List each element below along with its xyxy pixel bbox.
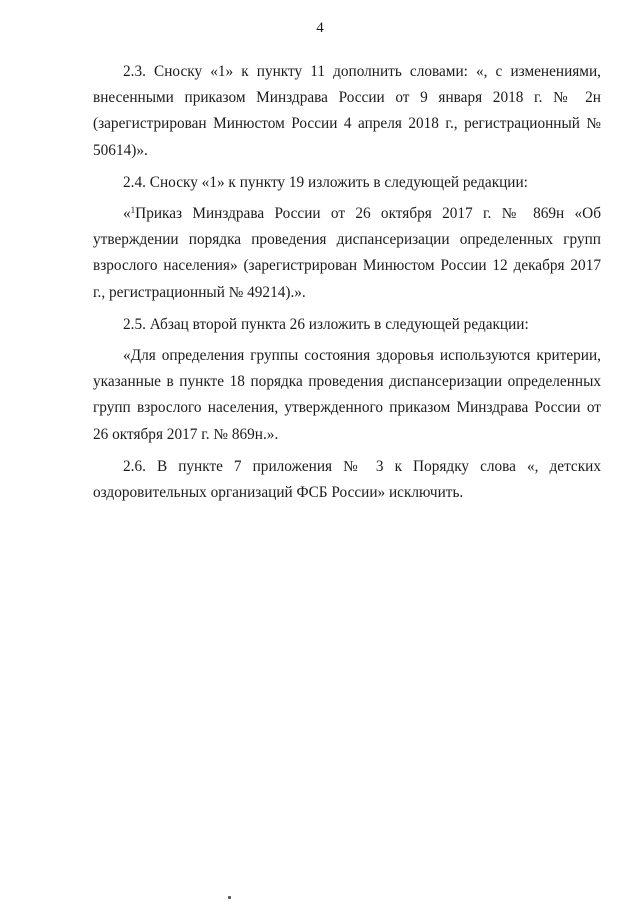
document-body	[93, 59, 601, 512]
quote-open-mark: «	[123, 205, 131, 223]
paragraph-2-4-quote	[93, 201, 601, 306]
paragraph-2-5: 2.5. Абзац второй пункта 26 изложить в следующей редакции:	[123, 315, 529, 333]
footnote-text: Приказ Минздрава России от 26 октября 2017 г. № 869н «Об утверждении порядка проведения диспансеризации определенных групп взрослого населения» (зарегистрирован Минюстом России 12 декабря 2017 г., регистрационный № 49214).».	[93, 205, 601, 301]
scan-speck	[228, 896, 231, 899]
paragraph-2-5-quote: «Для определения группы состояния здоровья используются критерии, указанные в пункте 18 порядка проведения диспансеризации определенных групп взрослого населения, утвержденного приказом Минздрава России от 26 октября 2017 г. № 869н.».	[93, 347, 601, 443]
paragraph-2-3: 2.3. Сноску «1» к пункту 11 дополнить словами: «, с изменениями, внесенными приказом Минздрава России от 9 января 2018 г. № 2н (зарегистрирован Минюстом России 4 апреля 2018 г., регистрационный № 50614)».	[93, 63, 601, 159]
page-number: 4	[316, 20, 324, 36]
paragraph-2-6: 2.6. В пункте 7 приложения № 3 к Порядку слова «, детских оздоровительных организаций ФСБ России» исключить.	[93, 457, 601, 502]
footnote-marker: 1	[130, 205, 136, 216]
paragraph-2-4: 2.4. Сноску «1» к пункту 19 изложить в следующей редакции:	[123, 173, 528, 191]
